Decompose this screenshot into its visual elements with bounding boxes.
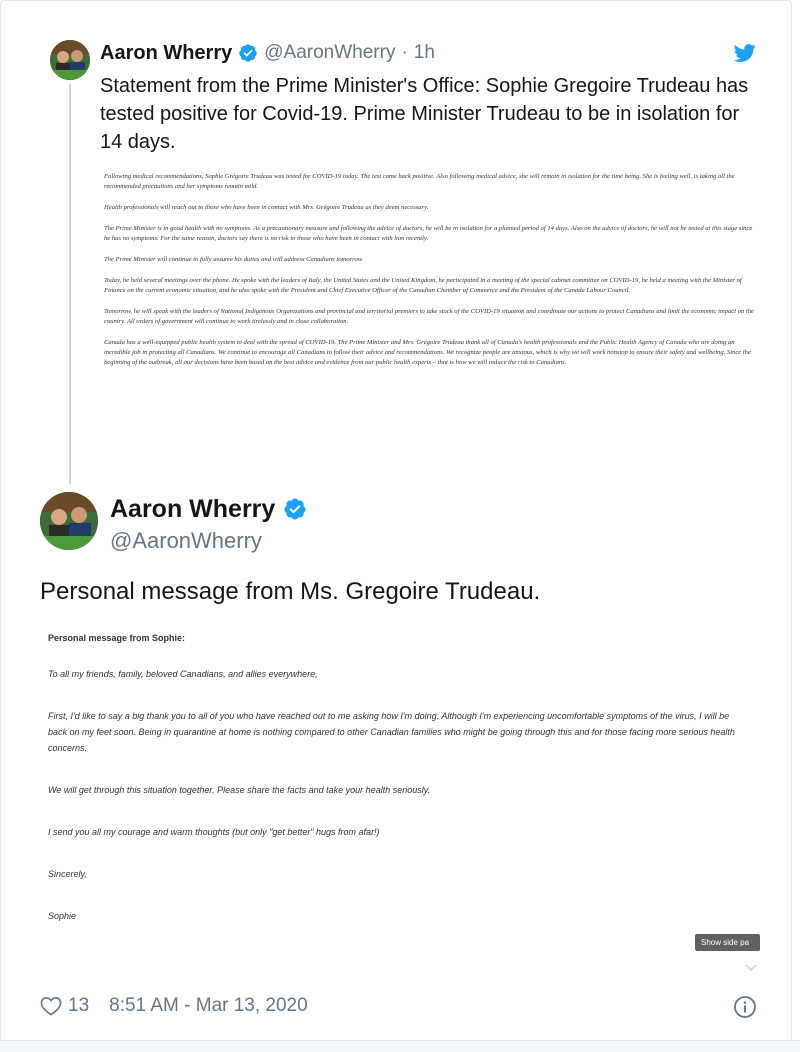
message-paragraph: Sophie xyxy=(48,911,77,921)
statement-paragraph: Tomorrow, he will speak with the leaders of National Indigenous Organizations and provincial and territorial premiers to take stock of the COVID-19 situation and coordinate our actions to protect Canadians and limit the economic impact on the country. All orders of government will continue to work tirelessly and in close collaboration. xyxy=(104,308,754,325)
verified-badge-icon xyxy=(283,497,307,521)
message-heading: Personal message from Sophie: xyxy=(48,633,186,643)
info-icon[interactable] xyxy=(733,995,757,1019)
message-paragraph: We will get through this situation together. Please share the facts and take your health seriously. xyxy=(48,785,431,795)
main-avatar[interactable] xyxy=(40,492,98,550)
verified-badge-icon xyxy=(238,43,258,63)
parent-header xyxy=(100,40,435,66)
statement-paragraph: The Prime Minister will continue to fully assume his duties and will address Canadians tomorrow. xyxy=(104,256,364,263)
pmo-statement-image[interactable] xyxy=(104,172,754,379)
parent-author-handle[interactable]: @AaronWherry xyxy=(264,42,396,63)
like-count[interactable]: 13 xyxy=(68,995,90,1016)
twitter-bird-icon[interactable] xyxy=(733,42,757,64)
header-separator: · xyxy=(401,42,408,63)
statement-paragraph: Canada has a well-equipped public health system to deal with the spread of COVID-19. The Prime Minister and Mrs. Grégoire Trudeau thank all of Canada's health professionals and the Public Health Agency of Canada who are doing an incredible job in protecting all Canadians. We continue to encourage all Canadians to follow their advice and recommendations. We recognize people are anxious, which is why we will work nonstop to ensure their safety and wellbeing. Since the beginning of the outbreak, all our decisions have been based on the best advice and evidence from our public health experts – that is how we will reduce the risk to Canadians. xyxy=(104,339,751,366)
message-paragraph: Sincerely, xyxy=(48,869,87,879)
personal-message-document xyxy=(48,630,748,950)
thread-connector-line xyxy=(69,84,71,484)
message-paragraph: First, I'd like to say a big thank you to all of you who have reached out to me asking how I'm doing. Although I'm experiencing uncomfortable symptoms of the virus, I will be back on my feet soon. Being in quarantine at home is nothing compared to other Canadian families who might be going through this and for those facing more serious health concerns. xyxy=(48,711,735,753)
tweet-timestamp[interactable]: 8:51 AM - Mar 13, 2020 xyxy=(109,995,308,1016)
main-author-name[interactable]: Aaron Wherry xyxy=(110,494,276,523)
embed-bottom-strip xyxy=(0,1040,800,1052)
scroll-down-icon xyxy=(744,962,758,972)
parent-tweet-text: Statement from the Prime Minister's Office: Sophie Gregoire Trudeau has tested positive for Covid-19. Prime Minister Trudeau to be in isolation for 14 days. xyxy=(100,75,749,153)
statement-paragraph: Today, he held several meetings over the phone. He spoke with the leaders of Italy, the United States and the United Kingdom, he participated in a meeting of the special cabinet committee on COVID-19, he held a meeting with the Minister of Finance on the current economic situation, and he also spoke with the President and Chief Executive Officer of the Canadian Chamber of Commerce and the President of the Canada Labour Council. xyxy=(104,277,742,294)
statement-paragraph: Health professionals will reach out to those who have been in contact with Mrs. Grégoire Trudeau as they deem necessary. xyxy=(104,204,429,211)
statement-paragraph: Following medical recommendations, Sophie Grégoire Trudeau was tested for COVID-19 today. The test came back positive. Also following medical advice, she will remain in isolation for the time being. She is feeling well, is taking all the recommended precautions and her symptoms remain mild. xyxy=(104,173,735,190)
message-paragraph: To all my friends, family, beloved Canadians, and allies everywhere, xyxy=(48,669,318,679)
main-tweet-text: Personal message from Ms. Gregoire Trudeau. xyxy=(40,578,541,605)
show-side-panel-button[interactable]: Show side pa xyxy=(695,934,760,951)
personal-message-image[interactable] xyxy=(40,618,760,978)
tweet-footer xyxy=(40,992,308,1020)
parent-avatar[interactable] xyxy=(50,40,90,80)
heart-icon[interactable] xyxy=(40,996,62,1016)
main-author-row xyxy=(110,494,307,524)
parent-time[interactable]: 1h xyxy=(413,42,435,63)
parent-author-name[interactable]: Aaron Wherry xyxy=(100,41,233,64)
statement-paragraph: The Prime Minister is in good health with no symptoms. As a precautionary measure and following the advice of doctors, he will be in isolation for a planned period of 14 days. Also on the advice of doctors, he will not be tested at this stage since he has no symptoms. For the same reason, doctors say there is no risk to those who have been in contact with him recently. xyxy=(104,225,753,242)
main-author-handle[interactable]: @AaronWherry xyxy=(110,528,262,553)
message-paragraph: I send you all my courage and warm thoughts (but only "get better" hugs from afar!) xyxy=(48,827,380,837)
